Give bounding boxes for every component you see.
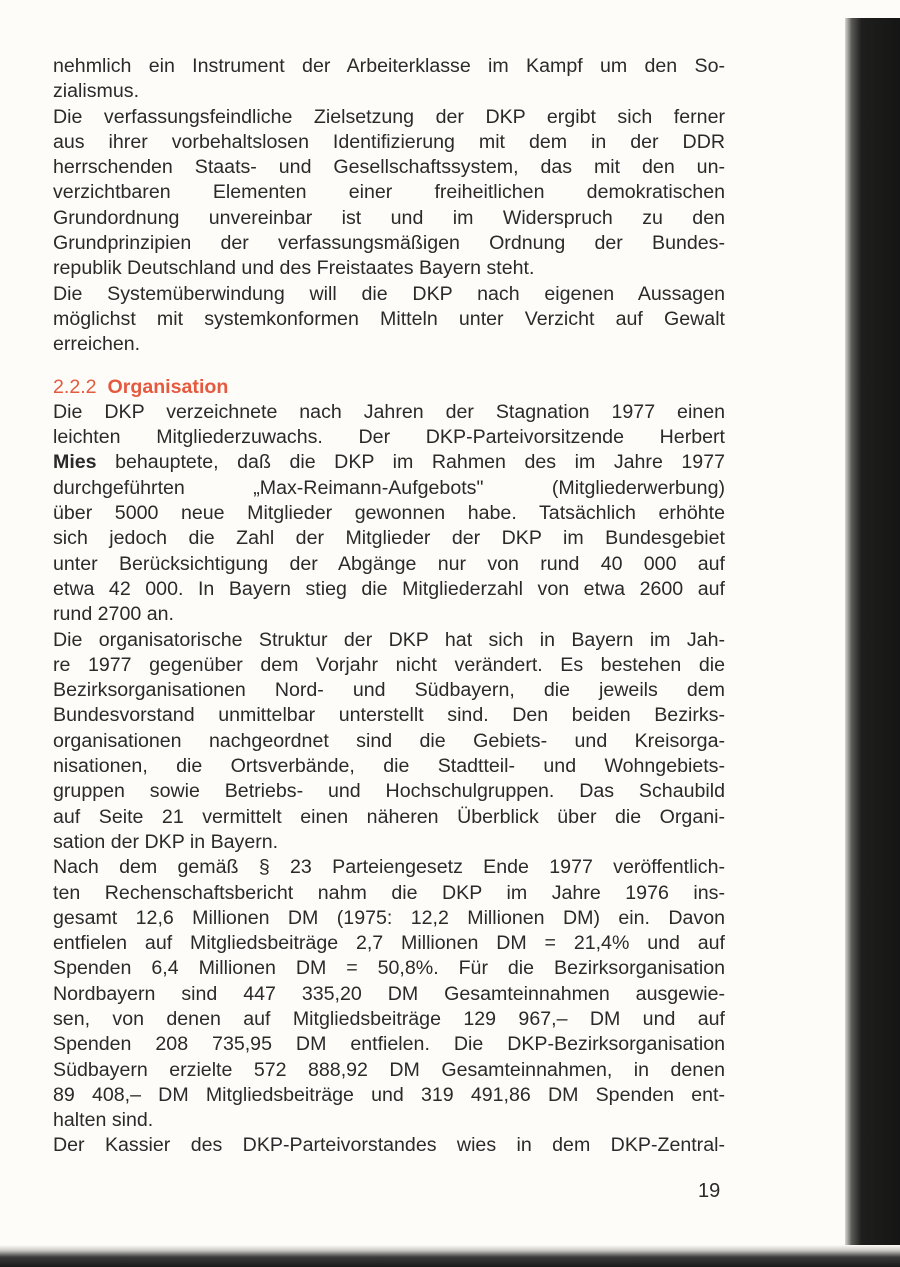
paragraph [53,1133,725,1158]
paragraph [53,282,725,358]
text-line: sation der DKP in Bayern. [53,830,279,853]
text-line: sen, von denen auf Mitgliedsbeiträge 129 967,– DM und auf [53,1007,725,1030]
text-line: etwa 42 000. In Bayern stieg die Mitgliederzahl von etwa 2600 auf [53,577,725,600]
text-line: Bundesvorstand unmittelbar unterstellt sind. Den beiden Bezirks- [53,704,725,727]
text-line: leichten Mitgliederzuwachs. Der DKP-Parteivorsitzende Herbert [53,426,725,449]
paragraph [53,855,725,1133]
paragraph [53,400,725,628]
paragraph [53,54,725,105]
text-line: ten Rechenschaftsbericht nahm die DKP im Jahre 1976 ins- [53,881,725,904]
section-heading [53,375,725,400]
text-line: Nach dem gemäß § 23 Parteiengesetz Ende 1977 veröffentlich- [53,856,725,879]
text-line: Die verfassungsfeindliche Zielsetzung der DKP ergibt sich ferner [53,105,725,128]
text-line: unter Berücksichtigung der Abgänge nur von rund 40 000 auf [53,552,725,575]
text-line: Die organisatorische Struktur der DKP hat sich in Bayern im Jah- [53,628,725,651]
text-line: Grundordnung unvereinbar ist und im Widerspruch zu den [53,206,725,229]
text-line: aus ihrer vorbehaltslosen Identifizierung mit dem in der DDR [53,130,725,153]
text-line: 89 408,– DM Mitgliedsbeiträge und 319 491,86 DM Spenden ent- [53,1083,725,1106]
text-line: rund 2700 an. [53,603,174,626]
text-line: über 5000 neue Mitglieder gewonnen habe. Tatsächlich erhöhte [53,502,725,525]
text-line: möglichst mit systemkonformen Mitteln unter Verzicht auf Gewalt [53,307,725,330]
text-line: Nordbayern sind 447 335,20 DM Gesamteinnahmen ausgewie- [53,982,725,1005]
text-line: zialismus. [53,80,140,103]
page-number: 19 [698,1180,721,1202]
text-fragment: behauptete, daß die DKP im Rahmen des im Jahre 1977 [96,451,725,474]
text-line: nisationen, die Ortsverbände, die Stadtteil- und Wohngebiets- [53,755,725,778]
book-binding-edge [845,18,900,1248]
text-line: organisationen nachgeordnet sind die Gebiets- und Kreisorga- [53,729,725,752]
body-text [53,54,725,1159]
text-line: republik Deutschland und des Freistaates Bayern steht. [53,257,535,280]
text-line: gesamt 12,6 Millionen DM (1975: 12,2 Millionen DM) ein. Davon [53,906,725,929]
text-line: gruppen sowie Betriebs- und Hochschulgruppen. Das Schaubild [53,780,725,803]
page-bottom-edge [0,1245,900,1267]
text-line: Spenden 208 735,95 DM entfielen. Die DKP-Bezirksorganisation [53,1033,725,1056]
section-number: 2.2.2 [53,375,97,398]
text-line: auf Seite 21 vermittelt einen näheren Überblick über die Organi- [53,805,725,828]
text-line: sich jedoch die Zahl der Mitglieder der DKP im Bundesgebiet [53,527,725,550]
text-line: durchgeführten „Max-Reimann-Aufgebots" (Mitgliederwerbung) [53,476,725,499]
text-line: Die DKP verzeichnete nach Jahren der Stagnation 1977 einen [53,400,725,423]
text-line: Südbayern erzielte 572 888,92 DM Gesamteinnahmen, in denen [53,1058,725,1081]
section-title: Organisation [107,375,229,398]
paragraph [53,105,725,282]
text-line [53,450,725,475]
text-line: re 1977 gegenüber dem Vorjahr nicht verändert. Es bestehen die [53,653,725,676]
text-line: Grundprinzipien der verfassungsmäßigen Ordnung der Bundes- [53,232,725,255]
bold-person-name: Mies [53,451,97,474]
text-line: Spenden 6,4 Millionen DM = 50,8%. Für die Bezirksorganisation [53,957,725,980]
text-line: herrschenden Staats- und Gesellschaftssystem, das mit den un- [53,156,725,179]
text-line: Die Systemüberwindung will die DKP nach eigenen Aussagen [53,282,725,305]
text-line: entfielen auf Mitgliedsbeiträge 2,7 Millionen DM = 21,4% und auf [53,932,725,955]
text-line: nehmlich ein Instrument der Arbeiterklasse im Kampf um den So- [53,55,725,77]
paragraph [53,628,725,856]
text-line: erreichen. [53,333,141,356]
text-line: verzichtbaren Elementen einer freiheitlichen demokratischen [53,181,725,204]
text-line: Bezirksorganisationen Nord- und Südbayern, die jeweils dem [53,679,725,702]
text-line: Der Kassier des DKP-Parteivorstandes wies in dem DKP-Zentral- [53,1134,725,1157]
text-line: halten sind. [53,1109,154,1132]
